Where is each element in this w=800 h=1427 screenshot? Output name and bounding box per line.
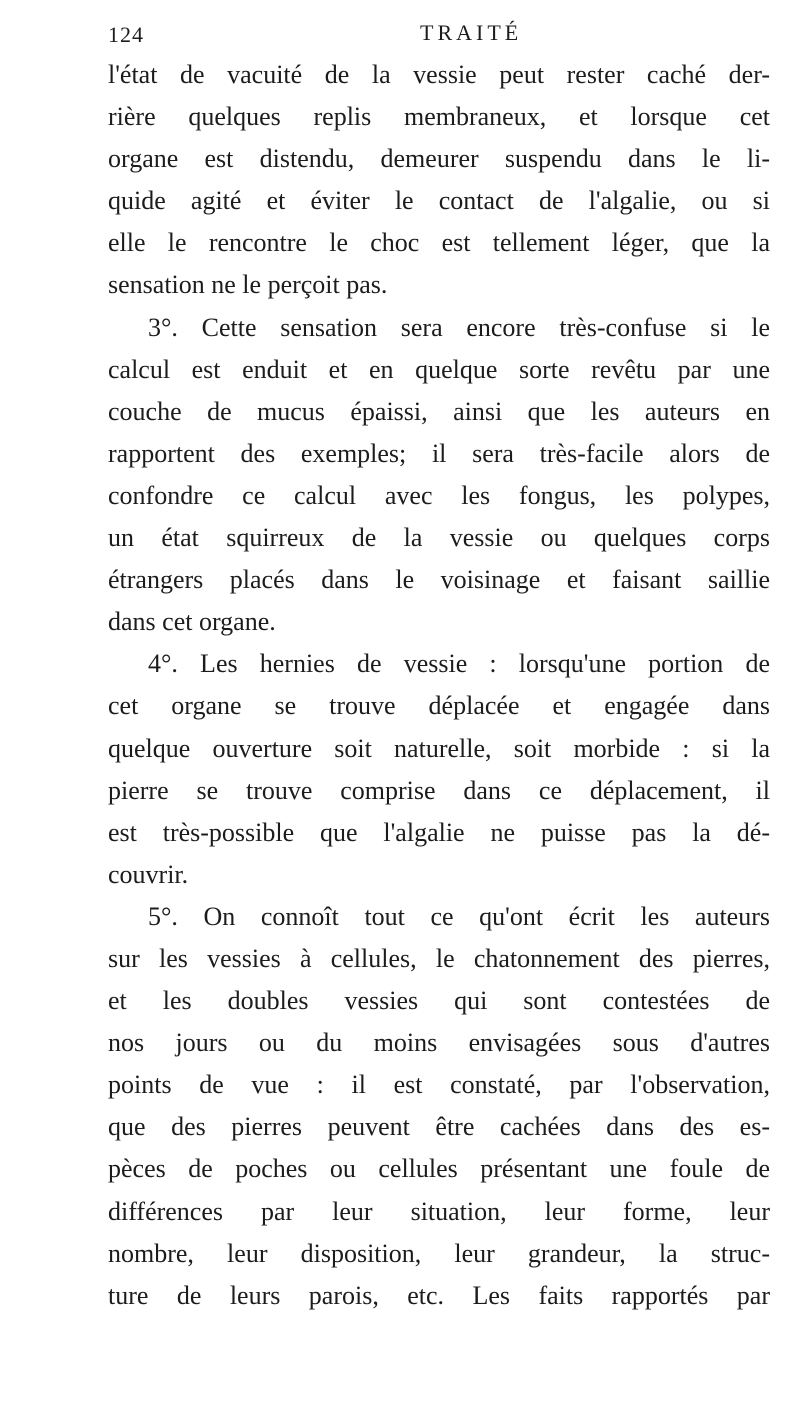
text-line: et les doubles vessies qui sont contestées de	[108, 986, 770, 1016]
text-line: différences par leur situation, leur forme, leur	[108, 1196, 770, 1226]
running-title: TRAITÉ	[420, 20, 523, 45]
page-number: 124	[108, 22, 144, 47]
text-line: couvrir.	[108, 859, 189, 889]
text-line: organe est distendu, demeurer suspendu dans le li-	[108, 144, 770, 174]
text-line: rière quelques replis membraneux, et lorsque cet	[108, 102, 770, 132]
text-line: 5°. On connoît tout ce qu'ont écrit les auteurs	[148, 901, 770, 931]
text-line: quelque ouverture soit naturelle, soit morbide : si la	[108, 733, 770, 763]
text-line: nos jours ou du moins envisagées sous d'autres	[108, 1028, 770, 1058]
text-line: calcul est enduit et en quelque sorte revêtu par une	[108, 354, 770, 384]
text-line: cet organe se trouve déplacée et engagée dans	[108, 691, 770, 721]
text-line: sur les vessies à cellules, le chatonnement des pierres,	[108, 943, 770, 973]
text-line: l'état de vacuité de la vessie peut rester caché der-	[108, 60, 770, 89]
text-line: ture de leurs parois, etc. Les faits rapportés par	[108, 1280, 770, 1310]
text-line: couche de mucus épaissi, ainsi que les auteurs en	[108, 396, 770, 426]
text-line: pierre se trouve comprise dans ce déplacement, il	[108, 775, 770, 805]
text-line: est très-possible que l'algalie ne puisse pas la dé-	[108, 817, 770, 847]
text-line: points de vue : il est constaté, par l'observation,	[108, 1070, 770, 1100]
text-line: quide agité et éviter le contact de l'algalie, ou si	[108, 186, 770, 216]
text-line: 3°. Cette sensation sera encore très-confuse si le	[148, 312, 770, 342]
text-line: étrangers placés dans le voisinage et faisant saillie	[108, 565, 770, 595]
text-line: rapportent des exemples; il sera très-facile alors de	[108, 438, 770, 468]
running-head	[108, 18, 778, 58]
text-line: 4°. Les hernies de vessie : lorsqu'une portion de	[148, 649, 770, 679]
body-text	[108, 54, 770, 1317]
text-line: un état squirreux de la vessie ou quelques corps	[108, 523, 770, 553]
text-line: elle le rencontre le choc est tellement léger, que la	[108, 228, 770, 258]
text-line: que des pierres peuvent être cachées dans des es-	[108, 1112, 770, 1142]
text-line: sensation ne le perçoit pas.	[108, 270, 388, 300]
text-line: pèces de poches ou cellules présentant une foule de	[108, 1154, 770, 1184]
text-line: nombre, leur disposition, leur grandeur, la struc-	[108, 1238, 770, 1268]
text-line: confondre ce calcul avec les fongus, les polypes,	[108, 480, 770, 510]
text-line: dans cet organe.	[108, 607, 276, 637]
